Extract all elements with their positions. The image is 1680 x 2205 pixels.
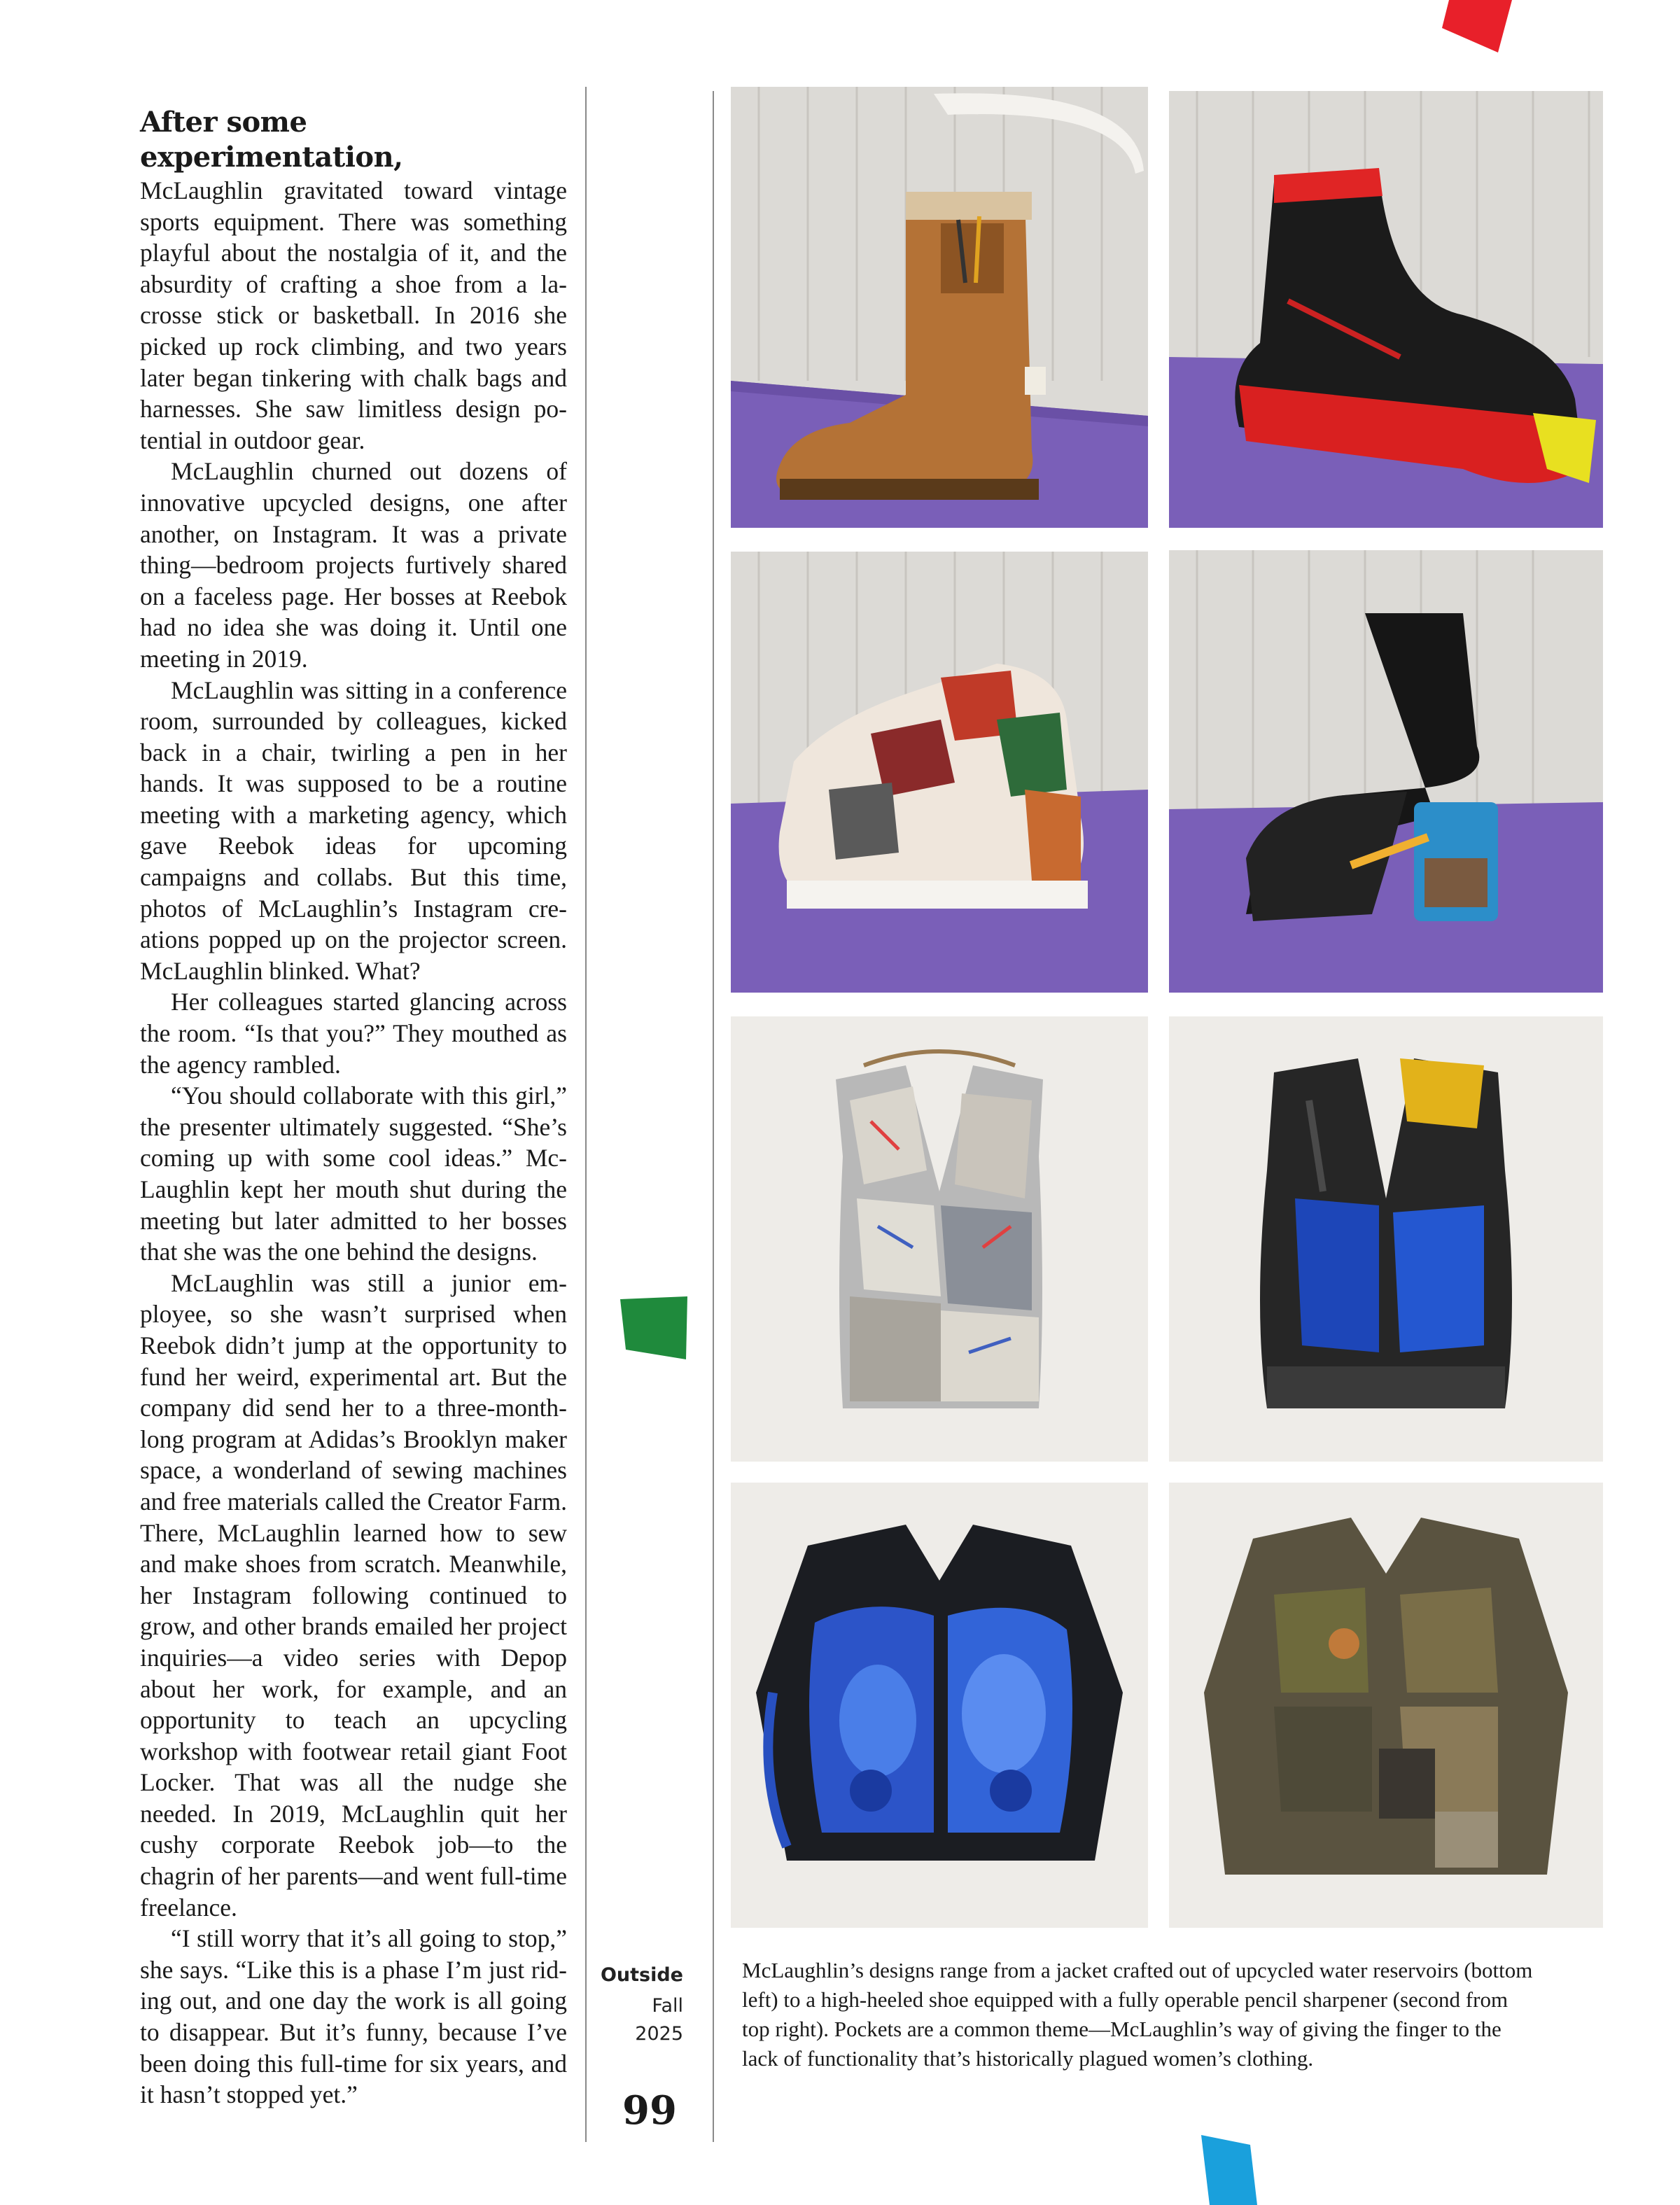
photo-patchwork-sneaker [731,552,1148,993]
red-corner-shape [1442,0,1519,56]
left-column-rule [585,87,587,2142]
right-column-rule [713,91,714,2142]
folio-year: 2025 [635,2023,683,2045]
photo-sneaker-vest [731,1016,1148,1462]
photo-backpack-vest [1169,1016,1603,1462]
blue-corner-shape [1201,2135,1257,2205]
paragraph-7: “I still worry that it’s all going to stop,” she says. “Like this is a phase I’m just riding out, and one day the work is all going to disappear. But it’s funny, because I’ve been doing this full-time for six years, and it hasn’t stopped yet.” [140,1924,567,2109]
paragraph-6: McLaughlin was still a junior employee, so she wasn’t surprised when Reebok didn’t jump at the opportunity to fund her weird, experimental art. But the company did send her to a three-month-long program at Adidas’s Brooklyn maker space, a wonderland of sewing machines and free materials called the Creator Farm. There, McLaughlin learned how to sew and make shoes from scratch. Meanwhile, her Instagram following continued to grow, and other brands emailed her project inquiries—a video series with Depop about her work, for example, and an opportunity to teach an upcycling workshop with footwear retail giant Foot Locker. That was all the nudge she needed. In 2019, McLaughlin quit her cushy corporate Reebok job—to the chagrin of her parents—and went full-time freelance. [140,1268,567,1921]
paragraph-4: Her colleagues started glancing across the room. “Is that you?” They mouthed as the agency rambled. [140,988,567,1079]
paragraph-1-text: McLaughlin gravitated toward vintage sports equipment. There was something playful about the nostalgia of it, and the absurdity of crafting a shoe from a lacrosse stick or basketball. In 2016 she picked up rock climbing, and two years later began tinkering with chalk bags and harnesses. She saw limitless design potential in outdoor gear. [140,176,567,454]
paragraph-5: “You should collaborate with this girl,” the presenter ultimately suggested. “She’s coming up with some cool ideas.” McLaughlin kept her mouth shut during the meeting but later admitted to her bosses that she was the one behind the designs. [140,1082,567,1266]
photo-reservoir-jacket [731,1483,1148,1928]
photo-red-black-sneaker [1169,91,1603,528]
photo-fishing-vest-jacket [1169,1483,1603,1928]
green-marker-shape [620,1296,689,1359]
folio-season: Fall [652,1995,683,2017]
photo-caption: McLaughlin’s designs range from a jacket crafted out of upcycled water reservoirs (bottom left) to a high-heeled shoe equipped with a fully operable pencil sharpener (second from top right). Pockets are a common theme—McLaughlin’s way of giving the finger to the lack of functionality that’s historically plagued women’s clothing. [742,1958,1533,2071]
folio-magazine: Outside [600,1964,683,1986]
photo-platform-heel [1169,550,1603,993]
paragraph-2: McLaughlin churned out dozens of innovative upcycled designs, one after another, on Instagram. It was a private thing—bedroom projects furtively shared on a faceless page. Her bosses at Reebok had no idea she was doing it. Until one meeting in 2019. [140,457,567,673]
paragraph-3: McLaughlin was sitting in a conference room, surrounded by colleagues, kicked back in a chair, twirling a pen in her hands. It was supposed to be a routine meeting with a marketing agency, which gave Reebok ideas for upcoming campaigns and collabs. But this time, photos of McLaughlin’s Instagram creations popped up on the projector screen. McLaughlin blinked. What? [140,676,567,985]
article-body [140,105,567,2110]
photo-tan-boot [731,87,1148,528]
page-number: 99 [622,2087,677,2134]
paragraph-1 [140,105,567,456]
lead-in: After some experimentation, [140,106,403,174]
